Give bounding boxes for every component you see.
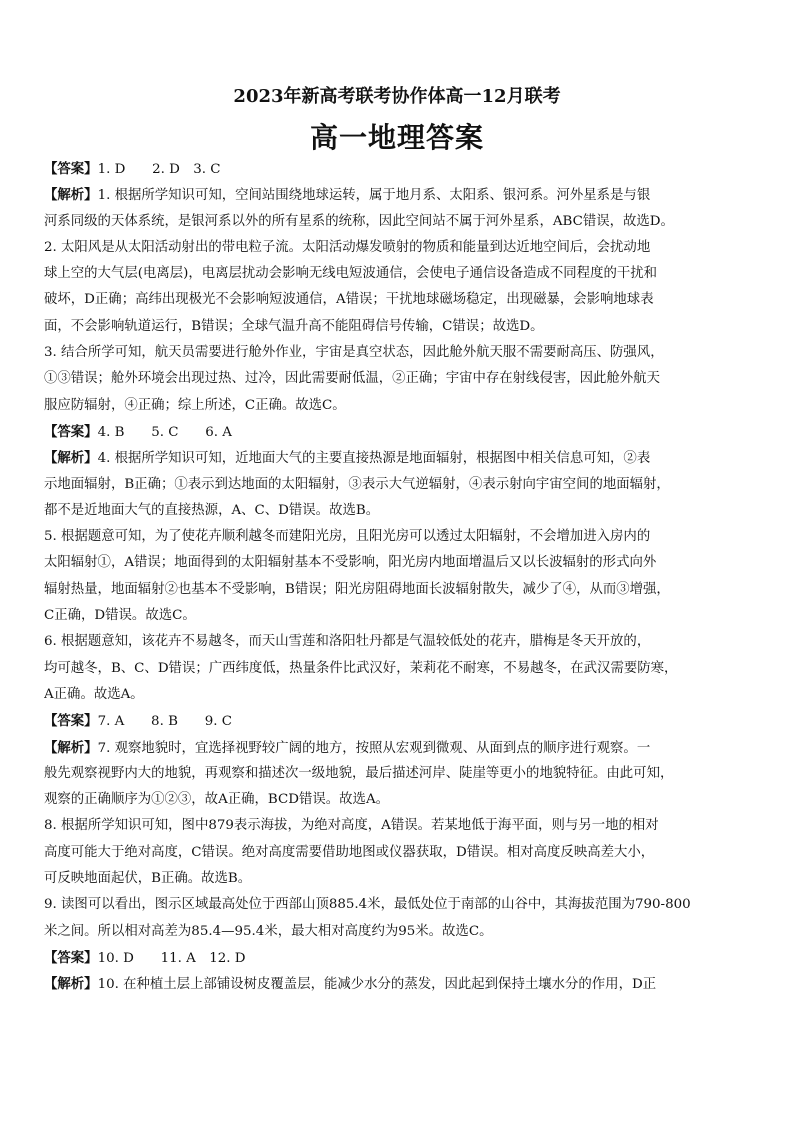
answer-body bbox=[44, 156, 756, 998]
line-text: 7. 观察地貌时，宜选择视野较广阔的地方，按照从宏观到微观、从面到点的顺序进行观察。一 bbox=[97, 740, 651, 756]
answer-line bbox=[44, 787, 756, 813]
line-text: 服应防辐射，④正确；综上所述，C正确。故选C。 bbox=[44, 397, 346, 413]
section-tag: 【解析】 bbox=[44, 450, 98, 467]
section-tag: 【解析】 bbox=[44, 739, 98, 756]
line-text: 4. 根据所学知识可知，近地面大气的主要直接热源是地面辐射，根据图中相关信息可知，②表 bbox=[97, 451, 651, 467]
answer-line bbox=[44, 340, 756, 366]
answer-line bbox=[44, 498, 756, 524]
answer-line bbox=[44, 892, 756, 918]
line-text: 可反映地面起伏，B正确。故选B。 bbox=[44, 871, 252, 887]
answer-line bbox=[44, 314, 756, 340]
line-text: 6. 根据题意知，该花卉不易越冬，而天山雪莲和洛阳牡丹都是气温较低处的花卉，腊梅是冬天开放的， bbox=[44, 634, 651, 650]
answer-line bbox=[44, 235, 756, 261]
answer-line bbox=[44, 366, 756, 392]
line-text: 都不是近地面大气的直接热源，A、C、D错误。故选B。 bbox=[44, 502, 380, 518]
answer-line bbox=[44, 971, 756, 997]
line-text: 1. D 2. D 3. C bbox=[97, 162, 221, 177]
line-text: 破坏，D正确；高纬出现极光不会影响短波通信，A错误；干扰地球磁场稳定，出现磁暴，会影响地球表 bbox=[44, 292, 654, 308]
line-text: 7. A 8. B 9. C bbox=[97, 714, 232, 730]
section-tag: 【答案】 bbox=[44, 949, 98, 966]
section-tag: 【答案】 bbox=[44, 423, 98, 440]
document-title: 高一地理答案 bbox=[309, 121, 484, 154]
answer-line bbox=[44, 735, 756, 761]
answer-line bbox=[44, 419, 756, 445]
section-tag: 【答案】 bbox=[44, 161, 98, 177]
line-text: 般先观察视野内大的地貌，再观察和描述次一级地貌，最后描述河岸、陡崖等更小的地貌特征。由此可知， bbox=[44, 765, 674, 781]
answer-line bbox=[44, 866, 756, 892]
line-text: 10. D 11. A 12. D bbox=[97, 950, 246, 966]
answer-line bbox=[44, 156, 756, 182]
answer-line bbox=[44, 261, 756, 287]
line-text: 球上空的大气层(电离层)，电离层扰动会影响无线电短波通信，会使电子通信设备造成不同程度的干扰和 bbox=[44, 266, 658, 282]
answer-line bbox=[44, 550, 756, 576]
line-text: 2. 太阳风是从太阳活动射出的带电粒子流。太阳活动爆发喷射的物质和能量到达近地空间后，会扰动地 bbox=[44, 239, 651, 255]
line-text: 3. 结合所学可知，航天员需要进行舱外作业，宇宙是真空状态，因此舱外航天服不需要耐高压、防强风， bbox=[44, 345, 664, 361]
line-text: 高度可能大于绝对高度，C错误。绝对高度需要借助地图或仪器获取，D错误。相对高度反映高差大小， bbox=[44, 844, 655, 860]
line-text: 辐射热量，地面辐射②也基本不受影响，B错误；阳光房阻碍地面长波辐射散失，减少了④，从而③增强， bbox=[44, 581, 670, 597]
answer-line bbox=[44, 524, 756, 550]
answer-line bbox=[44, 761, 756, 787]
section-tag: 【答案】 bbox=[44, 713, 98, 730]
line-text: 示地面辐射，B正确；①表示到达地面的太阳辐射，③表示大气逆辐射，④表示射向宇宙空间的地面辐射， bbox=[44, 476, 670, 492]
line-text: 河系同级的天体系统，是银河系以外的所有星系的统称，因此空间站不属于河外星系，ABC错误，故选D。 bbox=[44, 213, 674, 229]
line-text: C正确，D错误。故选C。 bbox=[44, 608, 196, 624]
answer-line bbox=[44, 577, 756, 603]
line-text: 10. 在种植土层上部铺设树皮覆盖层，能减少水分的蒸发，因此起到保持土壤水分的作用，D正 bbox=[97, 977, 657, 993]
answer-line bbox=[44, 445, 756, 471]
line-text: 均可越冬，B、C、D错误；广西纬度低，热量条件比武汉好，茉莉花不耐寒，不易越冬，在武汉需要防寒， bbox=[44, 660, 678, 676]
answer-line bbox=[44, 603, 756, 629]
answer-line bbox=[44, 708, 756, 734]
line-text: 4. B 5. C 6. A bbox=[97, 424, 232, 440]
line-text: 9. 读图可以看出，图示区域最高处位于西部山顶885.4米，最低处位于南部的山谷中，其海拔范围为790-800 bbox=[44, 897, 691, 913]
answer-line bbox=[44, 393, 756, 419]
line-text: ①③错误；舱外环境会出现过热、过冷，因此需要耐低温，②正确；宇宙中存在射线侵害，因此舱外航天 bbox=[44, 371, 660, 387]
answer-line bbox=[44, 182, 756, 208]
line-text: 1. 根据所学知识可知，空间站围绕地球运转，属于地月系、太阳系、银河系。河外星系是与银 bbox=[97, 188, 651, 204]
section-tag: 【解析】 bbox=[44, 187, 98, 204]
line-text: 观察的正确顺序为①②③，故A正确，BCD错误。故选A。 bbox=[44, 792, 390, 808]
answer-line bbox=[44, 840, 756, 866]
answer-line bbox=[44, 682, 756, 708]
answer-line bbox=[44, 813, 756, 839]
answer-line bbox=[44, 919, 756, 945]
line-text: 8. 根据所学知识可知，图中879表示海拔，为绝对高度，A错误。若某地低于海平面，则与另一地的相对 bbox=[44, 818, 659, 834]
answer-line bbox=[44, 945, 756, 971]
line-text: A正确。故选A。 bbox=[44, 686, 144, 702]
answer-line bbox=[44, 629, 756, 655]
answer-line bbox=[44, 472, 756, 498]
exam-title: 2023年新高考联考协作体高一12月联考 bbox=[233, 86, 561, 107]
section-tag: 【解析】 bbox=[44, 976, 98, 993]
line-text: 米之间。所以相对高差为85.4—95.4米，最大相对高度约为95米。故选C。 bbox=[44, 923, 493, 939]
line-text: 5. 根据题意可知，为了使花卉顺利越冬而建阳光房，且阳光房可以透过太阳辐射，不会增加进入房内的 bbox=[44, 529, 651, 545]
answer-line bbox=[44, 656, 756, 682]
line-text: 太阳辐射①，A错误；地面得到的太阳辐射基本不受影响，阳光房内地面增温后又以长波辐射的形式向外 bbox=[44, 555, 657, 571]
answer-line bbox=[44, 287, 756, 313]
answer-line bbox=[44, 209, 756, 235]
line-text: 面，不会影响轨道运行，B错误；全球气温升高不能阻碍信号传输，C错误；故选D。 bbox=[44, 318, 544, 334]
